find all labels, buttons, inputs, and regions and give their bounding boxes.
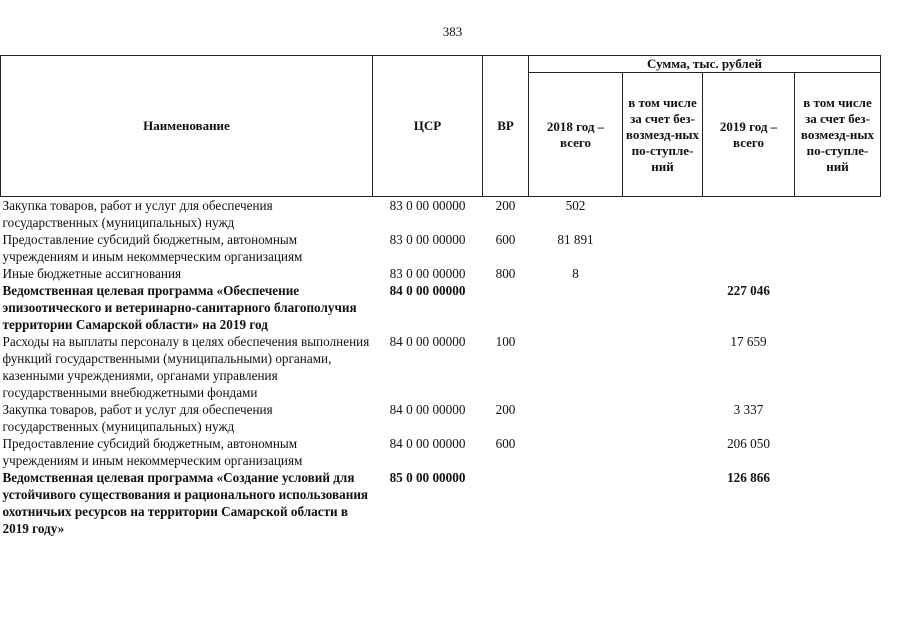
table-row (1, 197, 881, 232)
table-row (1, 333, 881, 401)
row-2019-total: 126 866 (727, 470, 770, 485)
row-2019-total: 206 050 (727, 436, 770, 451)
row-2019-free (795, 435, 881, 469)
header-name: Наименование (1, 56, 373, 197)
row-name: Ведомственная целевая программа «Создание условий для устойчивого существования и рационального использования охотничьих ресурсов на территории Самарской области в 2019 году» (2, 470, 369, 536)
row-csr: 84 0 00 00000 (389, 436, 466, 451)
row-2018-total: 502 (565, 198, 586, 213)
row-2019-total: 3 337 (733, 402, 764, 417)
row-name: Закупка товаров, работ и услуг для обеспечения государственных (муниципальных) нужд (2, 198, 273, 230)
row-vr: 800 (495, 266, 516, 281)
row-vr: 600 (495, 436, 516, 451)
row-name: Расходы на выплаты персоналу в целях обеспечения выполнения функций государственными (муниципальными) органами, казенными учреждениями, органами управления государственными внебюджетными фондами (2, 334, 370, 400)
row-vr: 100 (495, 334, 516, 349)
row-vr: 200 (495, 198, 516, 213)
row-2019-free (795, 282, 881, 333)
row-2018-total: 81 891 (557, 232, 594, 247)
program-row (1, 469, 881, 537)
program-row (1, 282, 881, 333)
row-2019-total (703, 231, 795, 265)
row-2018-total (529, 469, 623, 537)
row-2019-total (703, 265, 795, 282)
table-row (1, 265, 881, 282)
header-2018-free: в том числе за счет без-возмезд-ных по-ступле-ний (623, 73, 703, 197)
row-2018-free (623, 469, 703, 537)
row-2018-total (529, 435, 623, 469)
row-2019-free (795, 333, 881, 401)
row-2018-total (529, 333, 623, 401)
row-csr: 84 0 00 00000 (389, 334, 466, 349)
row-2018-free (623, 265, 703, 282)
row-2018-free (623, 231, 703, 265)
header-2019-free: в том числе за счет без-возмезд-ных по-ступле-ний (795, 73, 881, 197)
row-2018-total (529, 282, 623, 333)
row-csr: 83 0 00 00000 (389, 266, 466, 281)
row-name: Предоставление субсидий бюджетным, автономным учреждениям и иным некоммерческим организациям (2, 436, 303, 468)
row-2019-free (795, 231, 881, 265)
row-2019-free (795, 265, 881, 282)
row-2018-total (529, 401, 623, 435)
row-2018-free (623, 435, 703, 469)
row-vr (483, 469, 529, 537)
row-name: Закупка товаров, работ и услуг для обеспечения государственных (муниципальных) нужд (2, 402, 273, 434)
header-vr: ВР (483, 56, 529, 197)
row-csr: 83 0 00 00000 (389, 232, 466, 247)
row-csr: 84 0 00 00000 (389, 283, 466, 298)
row-vr: 600 (495, 232, 516, 247)
row-vr: 200 (495, 402, 516, 417)
header-2019-total: 2019 год – всего (703, 73, 795, 197)
row-2019-free (795, 197, 881, 232)
row-2019-total: 17 659 (730, 334, 767, 349)
row-2019-free (795, 469, 881, 537)
page-number: 383 (442, 24, 463, 39)
row-2018-total: 8 (572, 266, 579, 281)
row-name: Иные бюджетные ассигнования (2, 266, 182, 281)
row-2019-free (795, 401, 881, 435)
row-csr: 85 0 00 00000 (389, 470, 466, 485)
row-2018-free (623, 197, 703, 232)
row-2019-total (703, 197, 795, 232)
header-sum-group: Сумма, тыс. рублей (529, 56, 881, 73)
row-csr: 83 0 00 00000 (389, 198, 466, 213)
row-2019-total: 227 046 (727, 283, 770, 298)
row-csr: 84 0 00 00000 (389, 402, 466, 417)
row-name: Предоставление субсидий бюджетным, автономным учреждениям и иным некоммерческим организациям (2, 232, 303, 264)
table-row (1, 401, 881, 435)
row-2018-free (623, 282, 703, 333)
row-2018-free (623, 333, 703, 401)
row-name: Ведомственная целевая программа «Обеспечение эпизоотического и ветеринарно-санитарного благополучия территории Самарской области» на 2019 год (2, 283, 357, 332)
row-vr (483, 282, 529, 333)
row-2018-free (623, 401, 703, 435)
budget-table (0, 55, 881, 537)
header-2018-total: 2018 год – всего (529, 73, 623, 197)
table-row (1, 231, 881, 265)
table-row (1, 435, 881, 469)
header-csr: ЦСР (373, 56, 483, 197)
